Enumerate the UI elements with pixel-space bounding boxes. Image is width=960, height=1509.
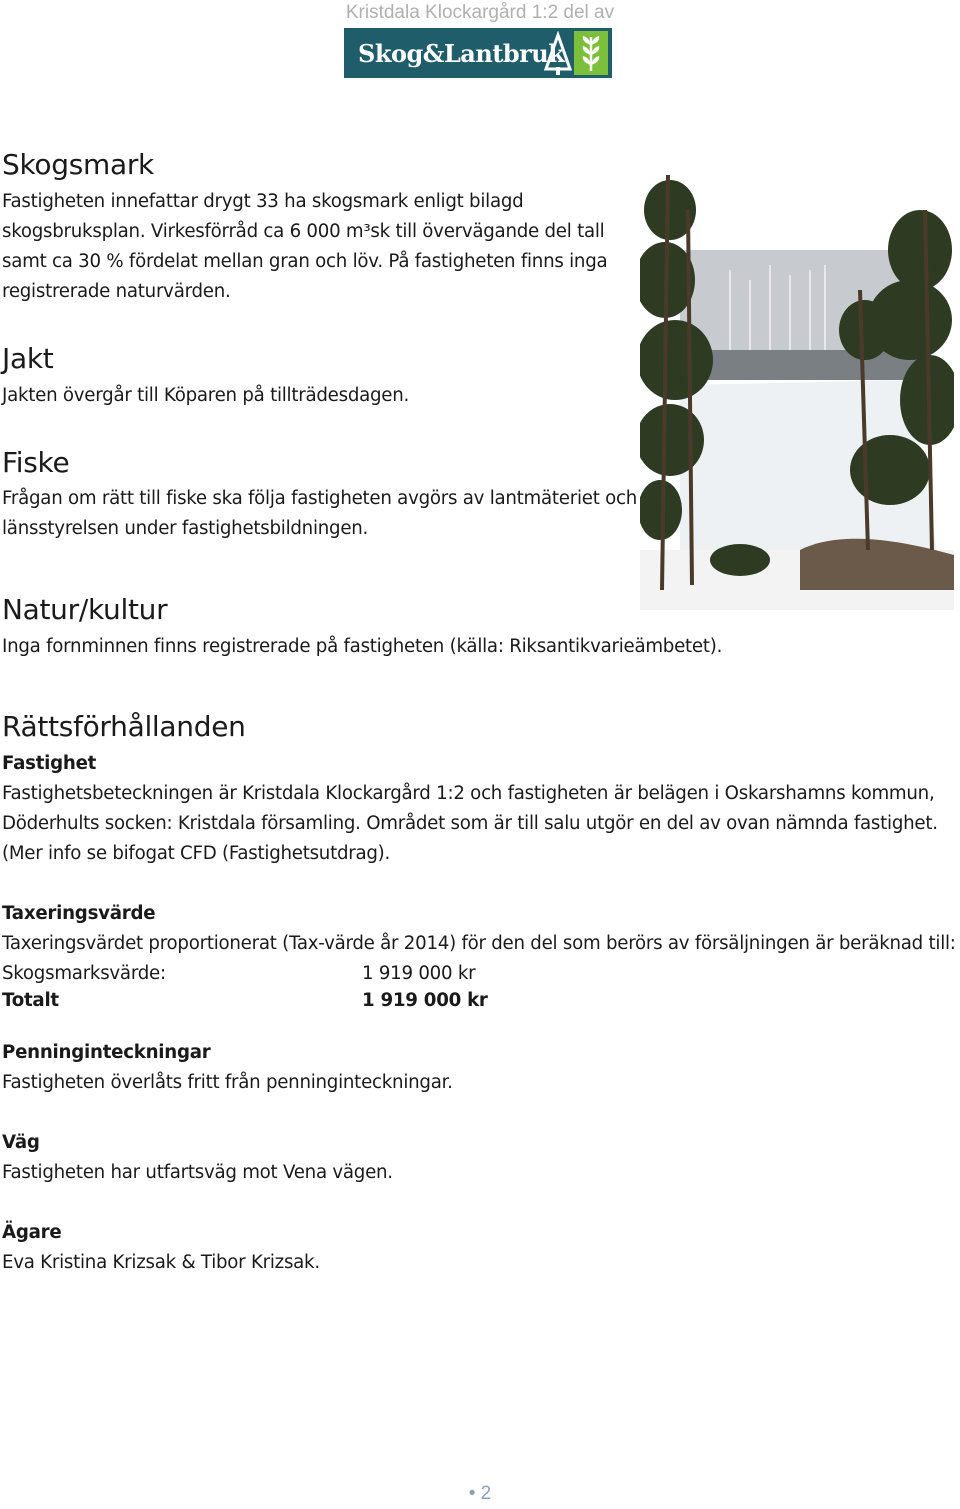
taxering-row-label-totalt: Totalt [2, 990, 59, 1011]
tree-icon [538, 31, 608, 75]
section-heading-natur: Natur/kultur [2, 593, 168, 626]
vag-text: Fastigheten har utfartsväg mot Vena vägen. [2, 1162, 393, 1183]
page-number: • 2 [468, 1483, 492, 1504]
section-heading-rattsforhallanden: Rättsförhållanden [2, 710, 246, 743]
line-fiske-2: länsstyrelsen under fastighetsbildningen. [2, 518, 369, 539]
subheading-agare: Ägare [2, 1222, 62, 1243]
subheading-penninginteckningar: Penninginteckningar [2, 1042, 211, 1063]
taxering-row-value-totalt: 1 919 000 kr [362, 990, 488, 1011]
document-header-title: Kristdala Klockargård 1:2 del av [345, 2, 615, 23]
winter-forest-photo [640, 170, 954, 610]
taxering-row-label-skogsmark: Skogsmarksvärde: [2, 963, 166, 984]
section-heading-skogsmark: Skogsmark [2, 148, 154, 181]
skog-lantbruk-logo [344, 28, 612, 78]
line-fastighet-2: Döderhults socken: Kristdala församling. Området som är till salu utgör en del av ovan nämnda fastighet. [2, 813, 938, 834]
line-fiske-1: Frågan om rätt till fiske ska följa fastigheten avgörs av lantmäteriet och [2, 488, 638, 509]
line-skogsmark-2: skogsbruksplan. Virkesförråd ca 6 000 m³sk till övervägande del tall [2, 221, 605, 242]
taxering-row-value-skogsmark: 1 919 000 kr [362, 963, 476, 984]
taxering-text: Taxeringsvärdet proportionerat (Tax-värde år 2014) för den del som berörs av försäljningen är beräknad till: [2, 933, 956, 954]
subheading-taxeringsvarde: Taxeringsvärde [2, 903, 156, 924]
subheading-fastighet: Fastighet [2, 753, 97, 774]
line-skogsmark-3: samt ca 30 % fördelat mellan gran och löv. På fastigheten finns inga [2, 251, 608, 272]
line-fastighet-3: (Mer info se bifogat CFD (Fastighetsutdrag). [2, 843, 391, 864]
line-skogsmark-1: Fastigheten innefattar drygt 33 ha skogsmark enligt bilagd [2, 191, 524, 212]
penning-text: Fastigheten överlåts fritt från penninginteckningar. [2, 1072, 453, 1093]
logo-text: Skog&Lantbruk [358, 38, 565, 68]
line-fastighet-1: Fastighetsbeteckningen är Kristdala Klockargård 1:2 och fastigheten är belägen i Oskarshamns kommun, [2, 783, 935, 804]
jakt-text: Jakten övergår till Köparen på tillträdesdagen. [2, 385, 410, 406]
subheading-vag: Väg [2, 1132, 40, 1153]
agare-text: Eva Kristina Krizsak & Tibor Krizsak. [2, 1252, 320, 1273]
line-skogsmark-4: registrerade naturvärden. [2, 281, 231, 302]
section-heading-fiske: Fiske [2, 446, 70, 479]
section-heading-jakt: Jakt [2, 342, 54, 375]
natur-text: Inga fornminnen finns registrerade på fastigheten (källa: Riksantikvarieämbetet). [2, 636, 723, 657]
